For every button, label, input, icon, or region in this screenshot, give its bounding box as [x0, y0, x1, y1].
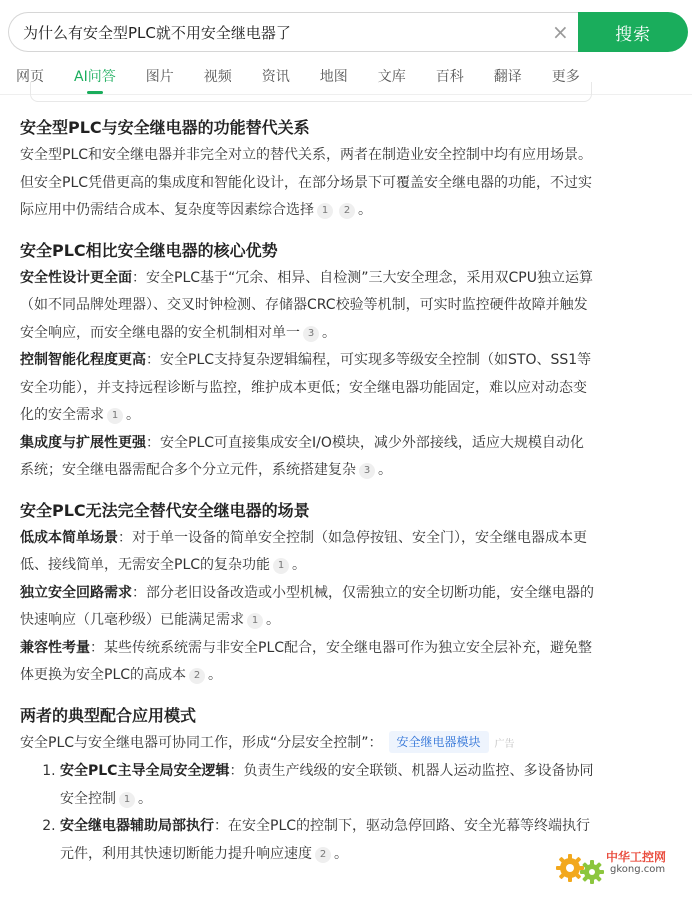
citation-badge[interactable]: 1	[317, 203, 333, 219]
bullet-label: 控制智能化程度更高	[20, 352, 146, 368]
bullet-paragraph: 安全性设计更全面：安全PLC基于“冗余、相异、自检测”三大安全理念，采用双CPU独立运算（如不同品牌处理器）、交叉时钟检测、存储器CRC校验等机制，可实时监控硬件故障并触发安全响应，而安全继电器的安全机制相对单一 3 。	[20, 269, 593, 341]
citation-badge[interactable]: 1	[273, 558, 289, 574]
bullet-paragraph: 独立安全回路需求：部分老旧设备改造或小型机械，仅需独立的安全切断功能，安全继电器的快速响应（几毫秒级）已能满足需求 1 。	[20, 584, 594, 628]
section-title: 两者的典型配合应用模式	[20, 705, 197, 725]
product-link-badge[interactable]: 安全继电器模块	[389, 731, 489, 753]
tab-encyclopedia[interactable]: 百科	[435, 69, 464, 85]
citation-badge[interactable]: 1	[247, 613, 263, 629]
tab-translate[interactable]: 翻译	[493, 69, 522, 85]
numbered-list	[20, 758, 595, 868]
list-item: 2. 安全继电器辅助局部执行：在安全PLC的控制下，驱动急停回路、安全光幕等终端执行元件，利用其快速切断能力提升响应速度 2 。	[60, 813, 595, 868]
ad-label: 广告	[494, 738, 515, 750]
tab-images[interactable]: 图片	[145, 69, 174, 85]
tab-videos[interactable]: 视频	[203, 69, 232, 85]
section-intro: 安全PLC与安全继电器可协同工作，形成“分层安全控制”： 安全继电器模块 广告	[20, 730, 595, 759]
bullet-label: 兼容性考量	[20, 639, 90, 656]
bullet-paragraph: 集成度与扩展性更强：安全PLC可直接集成安全I/O模块，减少外部接线，适应大规模自动化系统；安全继电器需配合多个分立元件，系统搭建复杂 3 。	[20, 434, 584, 478]
list-item-label: 安全继电器辅助局部执行	[60, 818, 214, 834]
bullet-label: 安全性设计更全面	[20, 269, 132, 286]
section-title: 安全型PLC与安全继电器的功能替代关系	[20, 118, 310, 137]
bullet-label: 独立安全回路需求	[20, 584, 132, 601]
watermark-logo	[554, 842, 682, 892]
bullet-paragraph: 低成本简单场景：对于单一设备的简单安全控制（如急停按钮、安全门），安全继电器成本更低、接线简单，无需安全PLC的复杂功能 1 。	[20, 529, 587, 573]
search-query[interactable]: 为什么有安全型PLC就不用安全继电器了	[23, 23, 291, 42]
section-replacement-relation	[20, 114, 595, 225]
section-title: 安全PLC无法完全替代安全继电器的场景	[20, 500, 310, 520]
section-cooperation-modes	[20, 702, 595, 869]
gear-icon	[554, 842, 606, 888]
bullet-label: 低成本简单场景	[20, 529, 118, 546]
section-core-advantages	[20, 237, 595, 485]
card-edge	[30, 82, 592, 102]
citation-badge[interactable]: 3	[303, 326, 319, 342]
tab-web[interactable]: 网页	[16, 69, 44, 85]
bullet-paragraph: 控制智能化程度更高：安全PLC支持复杂逻辑编程，可实现多等级安全控制（如STO、SS1等安全功能），并支持远程诊断与监控，维护成本更低；安全继电器功能固定，难以应对动态变化的安全需求 1 。	[20, 352, 592, 423]
watermark-url: gkong.com	[610, 864, 666, 875]
ai-answer	[20, 114, 595, 880]
list-item-label: 安全PLC主导全局安全逻辑	[60, 763, 230, 779]
citation-badge[interactable]: 1	[107, 408, 123, 424]
tab-library[interactable]: 文库	[377, 69, 406, 85]
tab-news[interactable]: 资讯	[261, 69, 290, 85]
tab-maps[interactable]: 地图	[319, 69, 348, 85]
list-item: 1. 安全PLC主导全局安全逻辑：负责生产线级的安全联锁、机器人运动监控、多设备协同安全控制 1 。	[60, 758, 595, 813]
bullet-paragraph: 兼容性考量：某些传统系统需与非安全PLC配合，安全继电器可作为独立安全层补充，避免整体更换为安全PLC的高成本 2 。	[20, 639, 593, 683]
section-paragraph: 安全型PLC和安全继电器并非完全对立的替代关系，两者在制造业安全控制中均有应用场景。但安全PLC凭借更高的集成度和智能化设计，在部分场景下可覆盖安全继电器的功能，不过实际应用中仍需结合成本、复杂度等因素综合选择 1 2 。	[20, 147, 593, 218]
search-input[interactable]	[8, 12, 578, 52]
clear-icon[interactable]: ×	[551, 20, 569, 44]
citation-badge[interactable]: 2	[315, 847, 331, 863]
section-title: 安全PLC相比安全继电器的核心优势	[20, 240, 278, 260]
watermark-name: 中华工控网	[606, 850, 667, 864]
tab-ai-qa[interactable]: AI问答	[68, 62, 122, 94]
citation-badge[interactable]: 3	[359, 463, 375, 479]
tab-more[interactable]: 更多	[551, 69, 580, 85]
bullet-label: 集成度与扩展性更强	[20, 434, 146, 451]
citation-badge[interactable]: 1	[119, 792, 135, 808]
citation-badge[interactable]: 2	[189, 668, 205, 684]
section-non-replaceable-scenarios	[20, 497, 595, 690]
search-button[interactable]: 搜索	[578, 12, 688, 52]
citation-badge[interactable]: 2	[339, 203, 355, 219]
search-bar	[8, 12, 688, 52]
